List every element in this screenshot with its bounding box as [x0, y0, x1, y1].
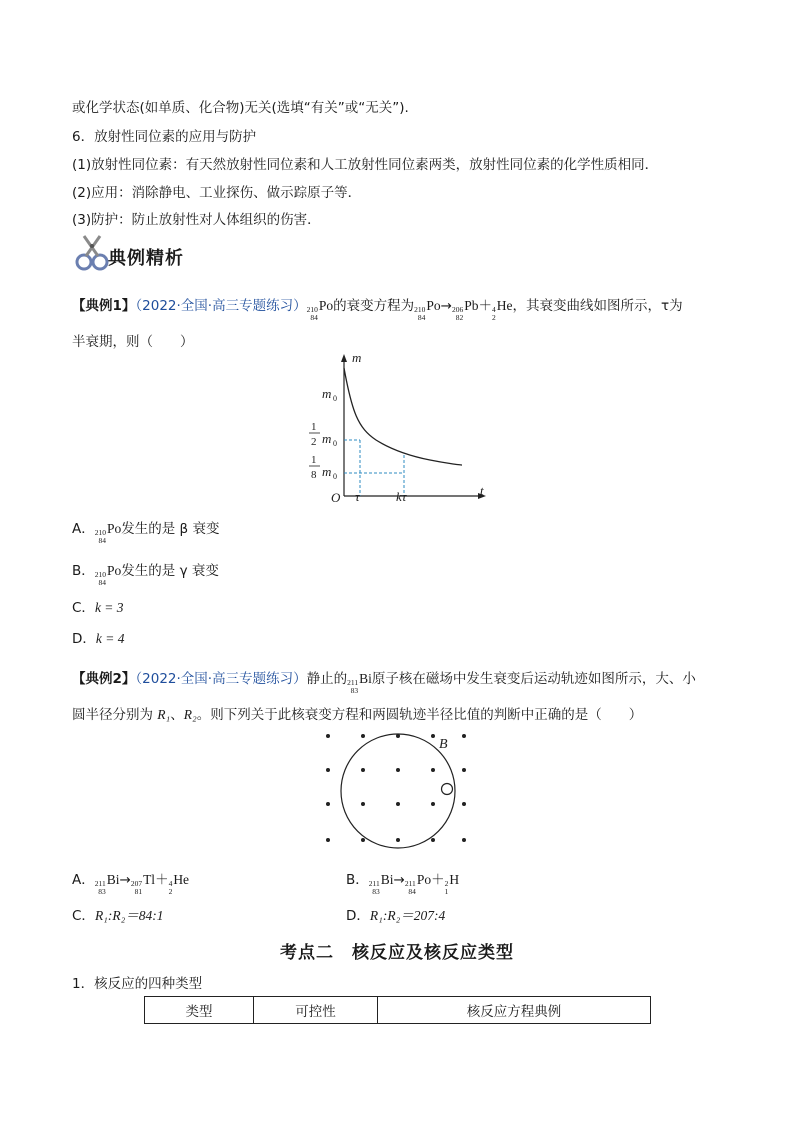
- example-tag: 【典例2】: [72, 671, 136, 687]
- m0-eighth-label: m: [322, 464, 332, 479]
- x-axis-label: t: [480, 483, 484, 498]
- large-track-circle: [341, 734, 455, 848]
- isotope-po: 210 84 Po: [414, 298, 441, 322]
- tau-tick-label: τ: [355, 489, 360, 504]
- text-line: 圆半径分别为 R₁、R₂。则下列关于此核衰变方程和两圆轨迹半径比值的判断中正确的是（ ）: [72, 707, 643, 723]
- isotope-he: 4 2 He: [491, 298, 513, 322]
- m0-label: m: [322, 386, 332, 401]
- field-label: B: [439, 737, 448, 752]
- magnetic-field-diagram: [318, 728, 478, 852]
- decay-curve: [344, 368, 462, 465]
- text-line: (2)应用：消除静电、工业探伤、做示踪原子等．: [72, 185, 362, 201]
- example-source: （2022·全国·高三专题练习）: [135, 671, 307, 687]
- isotope-po: 210 84 Po: [306, 298, 334, 322]
- option-c: C．R₁:R₂＝84:1: [72, 908, 164, 924]
- example-1-stem: 【典例1】（2022·全国·高三专题练习） 210 84 Po 的衰变方程为 210 84 Po → 206 82 Pb ＋ 4 2 He ，其衰变曲线如图所示，τ为: [72, 298, 683, 322]
- table-header: 可控性: [254, 997, 378, 1024]
- option-c: C．k = 3: [72, 600, 124, 616]
- text-line: (3)防护：防止放射性对人体组织的伤害．: [72, 212, 321, 228]
- example-tag: 【典例1】: [72, 298, 136, 314]
- isotope-bi: 211 83 Bi: [347, 671, 372, 695]
- table-header-row: [145, 997, 651, 1024]
- option-d: D．k = 4: [72, 631, 125, 647]
- table-header: 类型: [145, 997, 254, 1024]
- text-line: 6．放射性同位素的应用与防护: [72, 129, 257, 145]
- isotope-pb: 206 82 Pb: [451, 298, 479, 322]
- text-line: 1．核反应的四种类型: [72, 976, 203, 992]
- reaction-type-table: [144, 996, 651, 1024]
- option-a: A． 210 84 Po 发生的是 β 衰变: [72, 521, 220, 545]
- m0-half-subscript: 0: [333, 439, 337, 448]
- table-header: 核反应方程典例: [378, 997, 651, 1024]
- eighth-den: 8: [311, 469, 317, 481]
- example-2-stem: 【典例2】（2022·全国·高三专题练习）静止的 211 83 Bi 原子核在磁场中发生衰变后运动轨迹如图所示，大、小: [72, 671, 696, 695]
- decay-curve-graph: [300, 352, 500, 504]
- text-line: 半衰期，则（ ）: [72, 334, 194, 350]
- y-axis-label: m: [352, 352, 362, 365]
- text-line: 或化学状态(如单质、化合物)无关(选填“有关”或“无关”).: [72, 100, 409, 116]
- m0-eighth-subscript: 0: [333, 472, 337, 481]
- text-line: (1)放射性同位素：有天然放射性同位素和人工放射性同位素两类，放射性同位素的化学性质相同．: [72, 157, 659, 173]
- section-title: 考点二 核反应及核反应类型: [280, 943, 514, 963]
- eighth-num: 1: [311, 454, 317, 466]
- banner-title: 典例精析: [108, 248, 184, 269]
- ktau-tick-label: kτ: [396, 489, 407, 504]
- small-track-circle: [442, 784, 453, 795]
- option-a: A． 211 83 Bi → 207 81 Tl ＋ 4 2 He: [72, 872, 190, 896]
- option-b: B． 211 83 Bi → 211 84 Po ＋ 2 1 H: [346, 872, 460, 896]
- m0-half-label: m: [322, 431, 332, 446]
- half-den: 2: [311, 436, 317, 448]
- example-source: （2022·全国·高三专题练习）: [135, 298, 307, 314]
- half-num: 1: [311, 421, 317, 433]
- origin-label: O: [331, 490, 341, 504]
- option-d: D．R₁:R₂＝207:4: [346, 908, 446, 924]
- m0-subscript: 0: [333, 394, 337, 403]
- y-axis-arrow-icon: [341, 354, 347, 362]
- option-b: B． 210 84 Po 发生的是 γ 衰变: [72, 563, 219, 587]
